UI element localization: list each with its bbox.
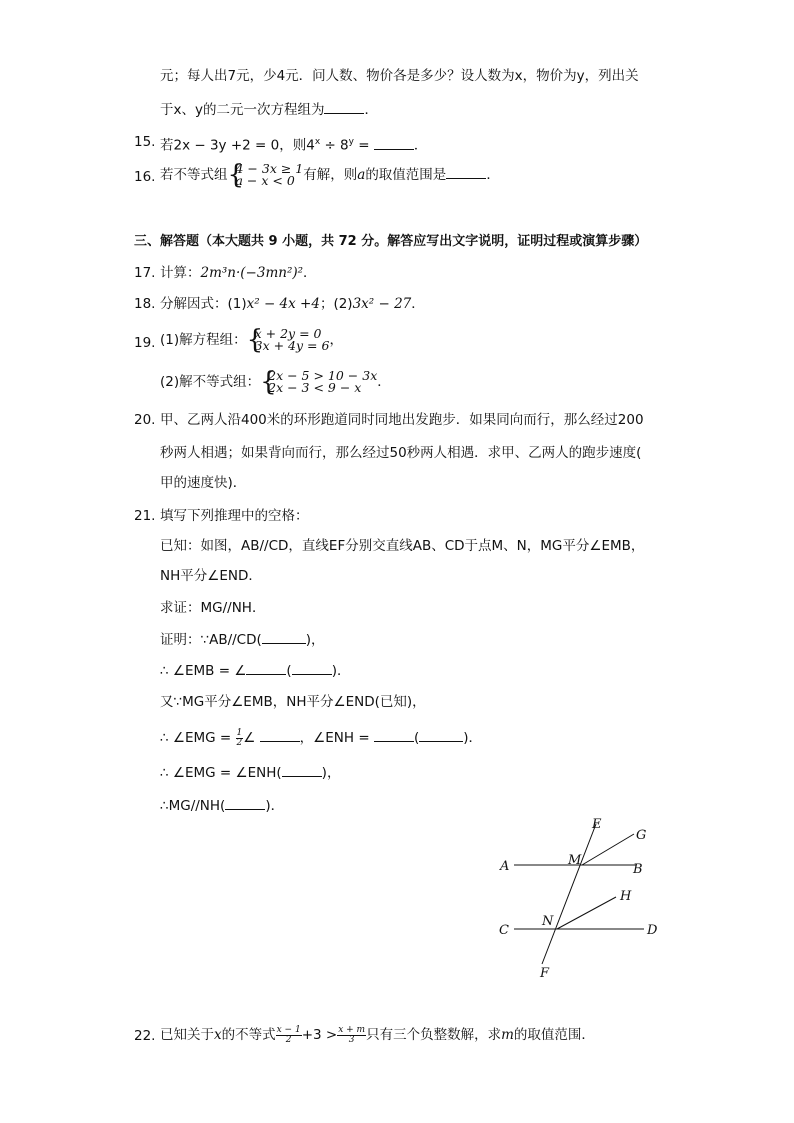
answer-blank[interactable]	[446, 164, 486, 179]
q21-line4: 求证：MG//NH．	[160, 600, 266, 616]
label-a: A	[500, 859, 510, 874]
q20-line2: 秒两人相遇；如果背向而行，那么经过50秒两人相遇．求甲、乙两人的跑步速度(	[160, 445, 642, 461]
fraction-x-minus-1-over-2: $\frac{x - 1}{2}$	[276, 1024, 301, 1045]
answer-blank[interactable]	[374, 727, 414, 742]
q16-number: 16.	[134, 169, 156, 185]
fraction-x-plus-m-over-3: $\frac{x + m}{3}$	[338, 1024, 366, 1045]
q21-line10: ∴MG//NH( )．	[160, 795, 284, 816]
q19-inequality-system: { 2x − 5 > 10 − 3x 2x − 3 < 9 − x	[260, 367, 378, 397]
q15-number: 15.	[134, 134, 156, 150]
q21-line9: ∴ ∠EMG = ∠ENH( )，	[160, 762, 340, 783]
one-half-fraction: $\frac{1}{2}$	[236, 727, 243, 748]
section-three-heading: 三、解答题（本大题共 9 小题，共 72 分。解答应写出文字说明，证明过程或演算步骤）	[134, 234, 648, 249]
q21-line1: 填写下列推理中的空格：	[160, 508, 309, 524]
q20-line1: 甲、乙两人沿400米的环形跑道同时同地出发跑步．如果同向而行，那么经过200	[160, 412, 644, 428]
q21-line2: 已知：如图，AB//CD，直线EF分别交直线AB、CD于点M、N，MG平分∠EMB，	[160, 538, 645, 554]
answer-blank[interactable]	[260, 727, 300, 742]
q18-number: 18.	[134, 296, 156, 312]
line-ef	[542, 824, 596, 964]
q20-number: 20.	[134, 412, 156, 428]
q17-number: 17.	[134, 265, 156, 281]
q21-line6: ∴ ∠EMB = ∠ ( )．	[160, 660, 350, 681]
answer-blank[interactable]	[282, 762, 322, 777]
q17-text: 计算：2m³n·(−3mn²)²．	[160, 265, 317, 281]
answer-blank[interactable]	[246, 660, 286, 675]
label-c: C	[499, 923, 509, 938]
q22-number: 22.	[134, 1028, 156, 1044]
q14-line1: 元；每人出7元，少4元．问人数、物价各是多少？设人数为x，物价为y，列出关	[160, 68, 639, 84]
q15-text: 若2x − 3y +2 = 0，则$4^x \div 8^y$ = ．	[160, 132, 427, 156]
label-b: B	[633, 862, 643, 877]
ray-mg	[582, 834, 634, 865]
q19-part2: (2)解不等式组： { 2x − 5 > 10 − 3x 2x − 3 < 9 − x ．	[160, 367, 391, 397]
answer-blank[interactable]	[324, 99, 364, 114]
q19-number: 19.	[134, 335, 156, 351]
q19-part1: (1)解方程组： { x + 2y = 0 3x + 4y = 6 ，	[160, 325, 343, 355]
answer-blank[interactable]	[262, 629, 306, 644]
label-e: E	[592, 817, 602, 832]
q21-number: 21.	[134, 508, 156, 524]
parallel-lines-figure	[490, 812, 670, 984]
q21-line5: 证明：∵AB//CD( )，	[160, 629, 325, 650]
q21-line7: 又∵MG平分∠EMB，NH平分∠END(已知)，	[160, 694, 426, 710]
label-f: F	[540, 966, 550, 981]
q18-text: 分解因式：(1)x² − 4x +4；(2)3x² − 27．	[160, 296, 425, 312]
label-n: N	[542, 914, 554, 929]
answer-blank[interactable]	[419, 727, 463, 742]
label-d: D	[647, 923, 658, 938]
q20-line3: 甲的速度快)．	[160, 475, 247, 491]
q16-text: 若不等式组 { 4 − 3x ≥ 1 a − x < 0 有解，则a的取值范围是 ．	[160, 160, 500, 190]
label-g: G	[636, 828, 647, 843]
answer-blank[interactable]	[225, 795, 265, 810]
answer-blank[interactable]	[292, 660, 332, 675]
label-m: M	[568, 853, 582, 868]
q16-system: { 4 − 3x ≥ 1 a − x < 0	[227, 160, 304, 190]
q14-line2: 于x、y的二元一次方程组为 ．	[160, 99, 378, 120]
q22-text: 已知关于x的不等式 $\frac{x - 1}{2}$ +3 > $\frac{x + m}{3}$ 只有三个负整数解，求m的取值范围．	[160, 1024, 595, 1045]
q21-line3: NH平分∠END．	[160, 568, 262, 584]
answer-blank[interactable]	[374, 135, 414, 150]
q19-equation-system: { x + 2y = 0 3x + 4y = 6	[246, 325, 330, 355]
q21-line8: ∴ ∠EMG = $\frac{1}{2}$ ∠ ，∠ENH = ( )．	[160, 727, 482, 748]
label-h: H	[620, 889, 632, 904]
